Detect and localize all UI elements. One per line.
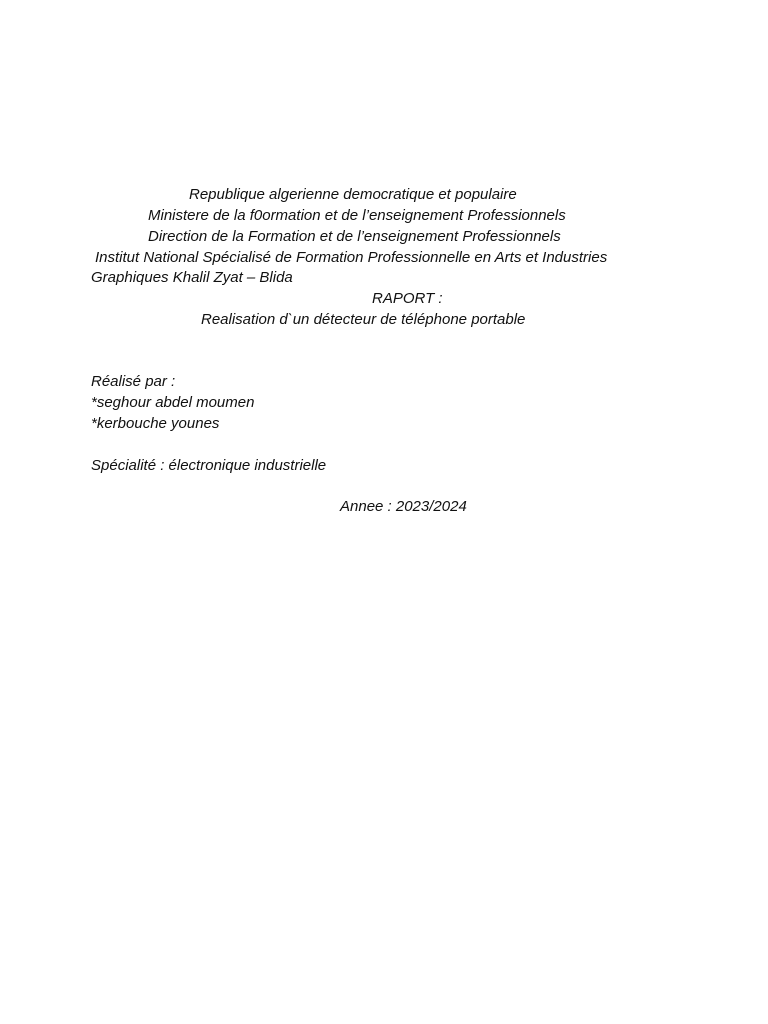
authors-label: Réalisé par : bbox=[91, 373, 176, 390]
year-line: Annee : 2023/2024 bbox=[340, 498, 467, 515]
direction-line: Direction de la Formation et de l’enseignement Professionnels bbox=[148, 228, 561, 245]
ministry-line: Ministere de la f0ormation et de l’enseignement Professionnels bbox=[148, 207, 566, 224]
institute-line-1: Institut National Spécialisé de Formation Professionnelle en Arts et Industries bbox=[95, 249, 608, 266]
report-subject: Realisation d`un détecteur de téléphone portable bbox=[201, 311, 526, 328]
republic-line: Republique algerienne democratique et populaire bbox=[189, 186, 517, 203]
report-label: RAPORT : bbox=[372, 290, 443, 307]
author-name: *kerbouche younes bbox=[91, 415, 220, 432]
speciality-line: Spécialité : électronique industrielle bbox=[91, 457, 327, 474]
institute-line-2: Graphiques Khalil Zyat – Blida bbox=[91, 269, 293, 286]
author-name: *seghour abdel moumen bbox=[91, 394, 255, 411]
